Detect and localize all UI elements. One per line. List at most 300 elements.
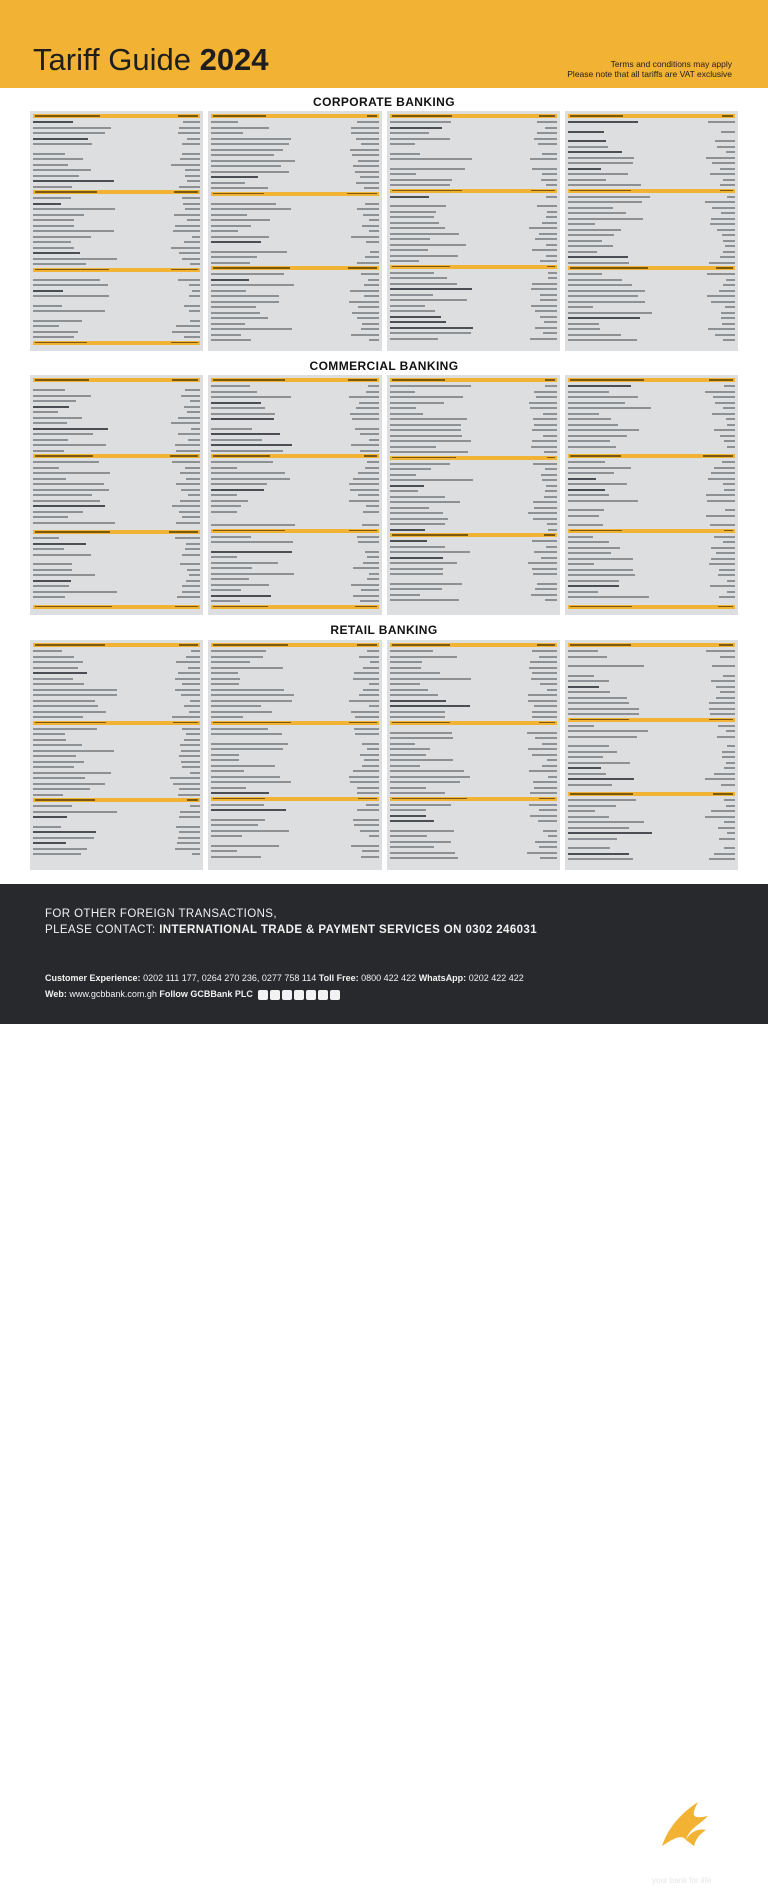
table-row — [211, 207, 378, 212]
table-row — [33, 830, 200, 835]
table-row — [33, 482, 200, 487]
table-row — [33, 721, 200, 725]
table-row — [568, 755, 735, 760]
table-row — [568, 546, 735, 551]
table-row — [33, 765, 200, 770]
social-icons — [258, 990, 340, 1000]
table-row — [568, 529, 735, 533]
table-row — [33, 798, 200, 802]
table-row — [211, 333, 378, 338]
table-row — [33, 335, 200, 340]
table-row — [211, 327, 378, 332]
table-row — [568, 809, 735, 814]
table-row — [211, 432, 378, 437]
table-row — [390, 137, 557, 142]
table-row — [390, 561, 557, 566]
table-row — [33, 454, 200, 458]
table-row — [390, 406, 557, 411]
table-row — [390, 189, 557, 193]
table-row — [568, 804, 735, 809]
table-row — [568, 740, 735, 743]
table-row — [211, 721, 378, 725]
table-row — [568, 815, 735, 820]
table-row — [390, 522, 557, 527]
table-row — [211, 566, 378, 571]
table-row — [211, 704, 378, 709]
table-row — [568, 316, 735, 321]
table-row — [211, 671, 378, 676]
table-row — [390, 265, 557, 269]
table-row — [33, 488, 200, 493]
table-row — [211, 488, 378, 493]
cx-numbers[interactable]: 0202 111 177, 0264 270 236, 0277 758 114 — [143, 973, 317, 983]
table-row — [568, 685, 735, 690]
corporate-banking-title: CORPORATE BANKING — [313, 95, 455, 109]
table-row — [33, 421, 200, 426]
footer-contact-band — [0, 884, 768, 1885]
facebook-icon[interactable] — [258, 990, 268, 1000]
table-row — [211, 148, 378, 153]
table-row — [568, 384, 735, 389]
table-row — [568, 300, 735, 305]
table-row — [568, 557, 735, 562]
table-row — [390, 445, 557, 450]
table-row — [568, 798, 735, 803]
table-row — [33, 858, 200, 861]
table-row — [33, 235, 200, 240]
table-row — [568, 423, 735, 428]
table-row — [211, 213, 378, 218]
table-row — [33, 315, 200, 318]
table-row — [568, 852, 735, 857]
table-row — [33, 341, 200, 345]
table-row — [33, 410, 200, 415]
table-row — [33, 289, 200, 294]
table-row — [33, 787, 200, 792]
table-row — [211, 401, 378, 406]
table-row — [33, 466, 200, 471]
table-row — [390, 582, 557, 587]
table-row — [33, 126, 200, 131]
table-row — [390, 797, 557, 801]
table-row — [568, 670, 735, 673]
table-row — [33, 257, 200, 262]
table-row — [211, 142, 378, 147]
tariff-panel — [387, 375, 560, 615]
table-row — [211, 710, 378, 715]
table-row — [390, 473, 557, 478]
retail-banking-title: RETAIL BANKING — [330, 623, 438, 637]
table-row — [390, 226, 557, 231]
table-row — [390, 248, 557, 253]
table-row — [568, 466, 735, 471]
table-row — [33, 732, 200, 737]
table-row — [390, 489, 557, 494]
table-row — [211, 803, 378, 808]
table-row — [568, 378, 735, 382]
table-row — [568, 327, 735, 332]
web-line — [45, 986, 524, 1002]
table-row — [211, 137, 378, 142]
table-row — [568, 228, 735, 233]
table-row — [568, 135, 735, 138]
table-row — [33, 649, 200, 654]
table-row — [568, 161, 735, 166]
table-row — [33, 836, 200, 841]
table-row — [568, 729, 735, 734]
table-row — [390, 655, 557, 660]
table-row — [390, 152, 557, 157]
table-row — [568, 643, 735, 647]
linkedin-icon[interactable] — [294, 990, 304, 1000]
table-row — [33, 530, 200, 534]
table-row — [390, 671, 557, 676]
table-row — [33, 262, 200, 267]
threads-icon[interactable] — [318, 990, 328, 1000]
tariff-panel — [565, 640, 738, 870]
table-row — [211, 523, 378, 528]
retail-tariff-tables — [30, 640, 738, 870]
table-row — [211, 834, 378, 839]
table-row — [568, 390, 735, 395]
table-row — [390, 545, 557, 550]
contact-details — [45, 970, 524, 1002]
table-row — [33, 471, 200, 476]
table-row — [390, 120, 557, 125]
table-row — [33, 274, 200, 277]
web-link[interactable]: www.gcbbank.com.gh — [69, 989, 157, 999]
table-row — [390, 660, 557, 665]
table-row — [211, 727, 378, 732]
table-row — [568, 777, 735, 782]
table-row — [390, 131, 557, 136]
table-row — [390, 517, 557, 522]
table-row — [390, 572, 557, 577]
table-row — [568, 605, 735, 609]
table-row — [568, 788, 735, 791]
table-row — [33, 405, 200, 410]
table-row — [390, 786, 557, 791]
table-row — [390, 114, 557, 118]
table-row — [390, 428, 557, 433]
table-row — [390, 495, 557, 500]
table-row — [390, 287, 557, 292]
table-row — [390, 254, 557, 259]
table-row — [211, 427, 378, 432]
table-row — [33, 384, 200, 387]
tollfree-number[interactable]: 0800 422 422 — [361, 973, 417, 983]
table-row — [33, 536, 200, 541]
table-row — [568, 584, 735, 589]
table-row — [211, 460, 378, 465]
table-row — [33, 190, 200, 194]
table-row — [568, 551, 735, 556]
table-row — [390, 204, 557, 209]
table-row — [211, 170, 378, 175]
table-row — [390, 851, 557, 856]
table-row — [390, 775, 557, 780]
table-row — [390, 506, 557, 511]
table-row — [390, 533, 557, 537]
table-row — [33, 168, 200, 173]
table-row — [33, 677, 200, 682]
eagle-icon — [656, 1794, 716, 1854]
table-row — [390, 215, 557, 220]
table-row — [568, 206, 735, 211]
table-row — [33, 399, 200, 404]
table-row — [33, 504, 200, 509]
table-row — [211, 202, 378, 207]
instagram-icon[interactable] — [306, 990, 316, 1000]
table-row — [33, 148, 200, 151]
table-row — [390, 715, 557, 720]
table-row — [33, 605, 200, 609]
youtube-icon[interactable] — [270, 990, 280, 1000]
table-row — [568, 195, 735, 200]
table-row — [211, 159, 378, 164]
table-row — [568, 233, 735, 238]
table-row — [568, 272, 735, 277]
table-row — [33, 804, 200, 809]
table-row — [33, 521, 200, 526]
table-row — [211, 715, 378, 720]
table-row — [390, 276, 557, 281]
table-row — [390, 808, 557, 813]
table-row — [390, 395, 557, 400]
table-row — [211, 519, 378, 522]
table-row — [390, 528, 557, 533]
table-row — [211, 855, 378, 860]
table-row — [568, 826, 735, 831]
table-row — [211, 572, 378, 577]
table-row — [568, 406, 735, 411]
table-row — [211, 493, 378, 498]
table-row — [33, 738, 200, 743]
trade-services-contact: INTERNATIONAL TRADE & PAYMENT SERVICES ON 0302 246031 — [159, 924, 538, 936]
table-row — [33, 553, 200, 558]
table-row — [211, 769, 378, 774]
table-row — [390, 309, 557, 314]
contact-lead: PLEASE CONTACT: — [45, 924, 156, 936]
logo-wordmark: GCB — [648, 1846, 703, 1873]
table-row — [211, 660, 378, 665]
table-row — [33, 224, 200, 229]
table-row — [33, 213, 200, 218]
table-row — [33, 131, 200, 136]
table-row — [390, 769, 557, 774]
table-row — [568, 261, 735, 266]
table-row — [211, 423, 378, 426]
table-row — [390, 803, 557, 808]
table-row — [33, 754, 200, 759]
table-row — [211, 561, 378, 566]
whatsapp-number[interactable]: 0202 422 422 — [468, 973, 524, 983]
table-row — [568, 172, 735, 177]
table-row — [33, 562, 200, 567]
tariff-panel — [565, 111, 738, 351]
table-row — [33, 137, 200, 142]
table-row — [568, 439, 735, 444]
table-row — [33, 727, 200, 732]
table-row — [211, 797, 378, 801]
table-row — [211, 510, 378, 515]
table-row — [390, 764, 557, 769]
table-row — [568, 266, 735, 270]
table-row — [568, 664, 735, 669]
table-row — [568, 255, 735, 260]
table-row — [568, 718, 735, 722]
table-row — [33, 776, 200, 781]
table-row — [33, 300, 200, 303]
table-row — [390, 825, 557, 828]
table-row — [390, 315, 557, 320]
table-row — [568, 114, 735, 118]
table-row — [211, 814, 378, 817]
table-row — [211, 738, 378, 741]
table-row — [390, 142, 557, 147]
table-row — [211, 289, 378, 294]
table-row — [568, 289, 735, 294]
table-row — [33, 114, 200, 118]
table-row — [390, 167, 557, 172]
table-row — [33, 251, 200, 256]
commercial-tariff-tables — [30, 375, 738, 615]
table-row — [568, 189, 735, 193]
tariff-panel — [208, 111, 381, 351]
table-row — [211, 688, 378, 693]
table-row — [33, 655, 200, 660]
table-row — [390, 693, 557, 698]
table-row — [33, 782, 200, 787]
table-row — [390, 484, 557, 489]
table-row — [33, 477, 200, 482]
table-row — [33, 142, 200, 147]
table-row — [568, 294, 735, 299]
table-row — [211, 546, 378, 549]
table-row — [33, 438, 200, 443]
table-row — [33, 749, 200, 754]
table-row — [33, 157, 200, 162]
table-row — [211, 250, 378, 255]
table-row — [211, 198, 378, 201]
table-row — [568, 239, 735, 244]
table-row — [211, 417, 378, 422]
table-row — [33, 699, 200, 704]
table-row — [211, 555, 378, 560]
table-row — [390, 604, 557, 607]
title-light: Tariff Guide — [33, 42, 191, 77]
table-row — [568, 540, 735, 545]
table-row — [390, 456, 557, 460]
table-row — [33, 460, 200, 465]
table-row — [211, 693, 378, 698]
table-row — [211, 322, 378, 327]
table-row — [211, 599, 378, 604]
table-row — [211, 186, 378, 191]
table-row — [390, 293, 557, 298]
page-title — [33, 42, 269, 78]
table-row — [390, 450, 557, 455]
table-row — [390, 183, 557, 188]
table-row — [211, 255, 378, 260]
table-row — [568, 428, 735, 433]
table-row — [211, 482, 378, 487]
table-row — [390, 758, 557, 763]
table-row — [211, 758, 378, 763]
table-row — [390, 282, 557, 287]
table-row — [568, 535, 735, 540]
table-row — [568, 568, 735, 573]
table-row — [33, 710, 200, 715]
table-row — [390, 320, 557, 325]
table-row — [568, 601, 735, 604]
twitter-icon[interactable] — [282, 990, 292, 1000]
table-row — [211, 283, 378, 288]
table-row — [568, 590, 735, 595]
table-row — [33, 229, 200, 234]
table-row — [33, 218, 200, 223]
table-row — [568, 244, 735, 249]
table-row — [390, 384, 557, 389]
table-row — [390, 593, 557, 598]
table-row — [568, 150, 735, 155]
table-row — [568, 649, 735, 654]
table-row — [211, 605, 378, 609]
table-row — [568, 842, 735, 845]
table-row — [568, 145, 735, 150]
table-row — [390, 157, 557, 162]
table-row — [390, 856, 557, 861]
table-row — [33, 704, 200, 709]
table-row — [390, 259, 557, 264]
table-row — [211, 699, 378, 704]
table-row — [33, 558, 200, 561]
table-row — [33, 416, 200, 421]
table-row — [211, 218, 378, 223]
table-row — [390, 567, 557, 572]
table-row — [568, 562, 735, 567]
table-row — [390, 578, 557, 581]
table-row — [211, 529, 378, 533]
table-row — [33, 643, 200, 647]
table-row — [568, 519, 735, 522]
table-row — [211, 550, 378, 555]
table-row — [33, 432, 200, 437]
table-row — [33, 240, 200, 245]
table-row — [390, 598, 557, 603]
table-row — [211, 406, 378, 411]
tiktok-icon[interactable] — [330, 990, 340, 1000]
table-row — [390, 390, 557, 395]
table-row — [568, 434, 735, 439]
whatsapp-label: WhatsApp: — [418, 973, 467, 983]
table-row — [211, 588, 378, 593]
table-row — [33, 499, 200, 504]
table-row — [568, 217, 735, 222]
table-row — [33, 542, 200, 547]
gcb-logo — [638, 1794, 738, 1904]
table-row — [33, 185, 200, 190]
table-row — [211, 786, 378, 791]
table-row — [211, 775, 378, 780]
table-row — [390, 699, 557, 704]
table-row — [33, 268, 200, 272]
table-row — [33, 207, 200, 212]
table-row — [390, 243, 557, 248]
table-row — [390, 378, 557, 382]
table-row — [211, 643, 378, 647]
table-row — [33, 693, 200, 698]
